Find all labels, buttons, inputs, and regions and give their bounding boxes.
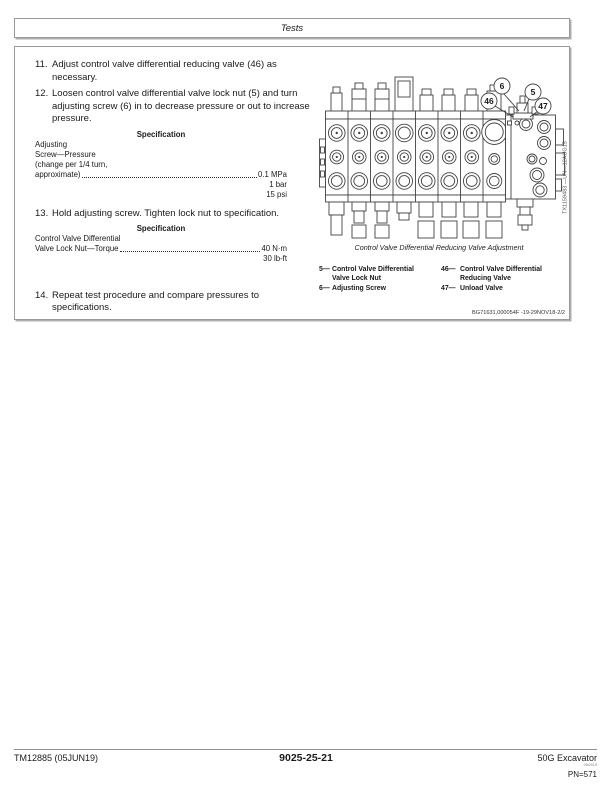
footer-manual-number: TM12885 (05JUN19) xyxy=(14,753,99,763)
legend-number: 5— xyxy=(319,266,330,273)
page-section-title: Tests xyxy=(280,22,304,34)
legend-number: 6— xyxy=(319,285,330,292)
step-number: 14. xyxy=(35,289,49,301)
legend-label: Control Valve Differential Reducing Valve xyxy=(460,266,542,282)
dot-leader xyxy=(120,244,261,252)
step-text: Hold adjusting screw. Tighten lock nut to specification. xyxy=(52,207,280,219)
step-text: Loosen control valve differential valve lock nut (5) and turn adjusting screw (6) in to decrease pressure or out to increase pressure. xyxy=(52,88,310,125)
footer-page-number: 9025-25-21 xyxy=(279,752,333,764)
spec-value: 40 N·m xyxy=(261,243,287,253)
callout-47: 47 xyxy=(538,101,548,111)
procedure-text-column xyxy=(35,59,319,319)
legend-label: Unload Valve xyxy=(460,285,503,292)
footer-model-name: 50G Excavator xyxy=(537,753,597,763)
spec-line: (change per 1/4 turn, xyxy=(35,159,108,169)
step-number: 12. xyxy=(35,88,49,100)
footer-pn: PN=571 xyxy=(567,770,597,779)
spec-label: Valve Lock Nut—Torque xyxy=(35,243,119,253)
step-text: Repeat test procedure and compare pressures to specifications. xyxy=(52,289,260,314)
figure-area xyxy=(311,67,577,317)
figure-id-vertical: TX1159483 —UN—12AUG15 xyxy=(562,141,569,214)
legend-item-47 xyxy=(441,284,575,293)
step-12 xyxy=(35,88,319,126)
legend-label: Control Valve Differential Valve Lock Nut xyxy=(332,266,414,282)
spec-line: Adjusting xyxy=(35,139,68,149)
spec-value: 0.1 MPa xyxy=(257,169,287,179)
spec-value-alt: 1 bar xyxy=(269,179,287,189)
spec-value-alt: 30 lb-ft xyxy=(263,253,287,263)
step-13 xyxy=(35,208,319,221)
footer-date-code: 060519 xyxy=(583,762,597,767)
legend-number: 46— xyxy=(441,266,456,273)
legend-item-6 xyxy=(319,284,441,293)
content-box xyxy=(14,46,570,320)
figure-reference-code: BG71631,000054F -19-29NOV18-2/2 xyxy=(472,310,565,316)
legend-column-1 xyxy=(319,265,441,294)
spec-value-alt: 15 psi xyxy=(266,189,287,199)
step-number: 11. xyxy=(35,59,48,70)
specification-block-torque xyxy=(35,224,287,264)
step-11 xyxy=(35,59,319,84)
spec-leader-row xyxy=(35,170,287,180)
step-number: 13. xyxy=(35,207,49,219)
legend-column-2 xyxy=(441,265,575,294)
spec-title: Specification xyxy=(136,129,186,139)
control-valve-diagram xyxy=(319,75,565,241)
callout-6: 6 xyxy=(499,81,505,91)
page-header-box xyxy=(14,18,570,38)
legend-item-46 xyxy=(441,265,575,283)
legend-item-5 xyxy=(319,265,441,283)
footer-divider xyxy=(14,749,597,750)
footer-right-block xyxy=(537,753,597,779)
legend-label: Adjusting Screw xyxy=(332,285,386,292)
figure-caption: Control Valve Differential Reducing Valve Adjustment xyxy=(354,243,524,252)
spec-title: Specification xyxy=(136,223,186,233)
spec-leader-row xyxy=(35,244,287,254)
callout-46: 46 xyxy=(484,96,494,106)
legend-number: 47— xyxy=(441,285,456,292)
specification-block-pressure xyxy=(35,130,287,200)
spec-line: Control Valve Differential xyxy=(35,233,121,243)
step-text: Adjust control valve differential reducing valve (46) as necessary. xyxy=(52,59,277,83)
step-14 xyxy=(35,290,319,315)
spec-line: Screw—Pressure xyxy=(35,149,96,159)
callout-5: 5 xyxy=(530,87,536,97)
dot-leader xyxy=(82,170,257,178)
spec-label: approximate) xyxy=(35,169,81,179)
